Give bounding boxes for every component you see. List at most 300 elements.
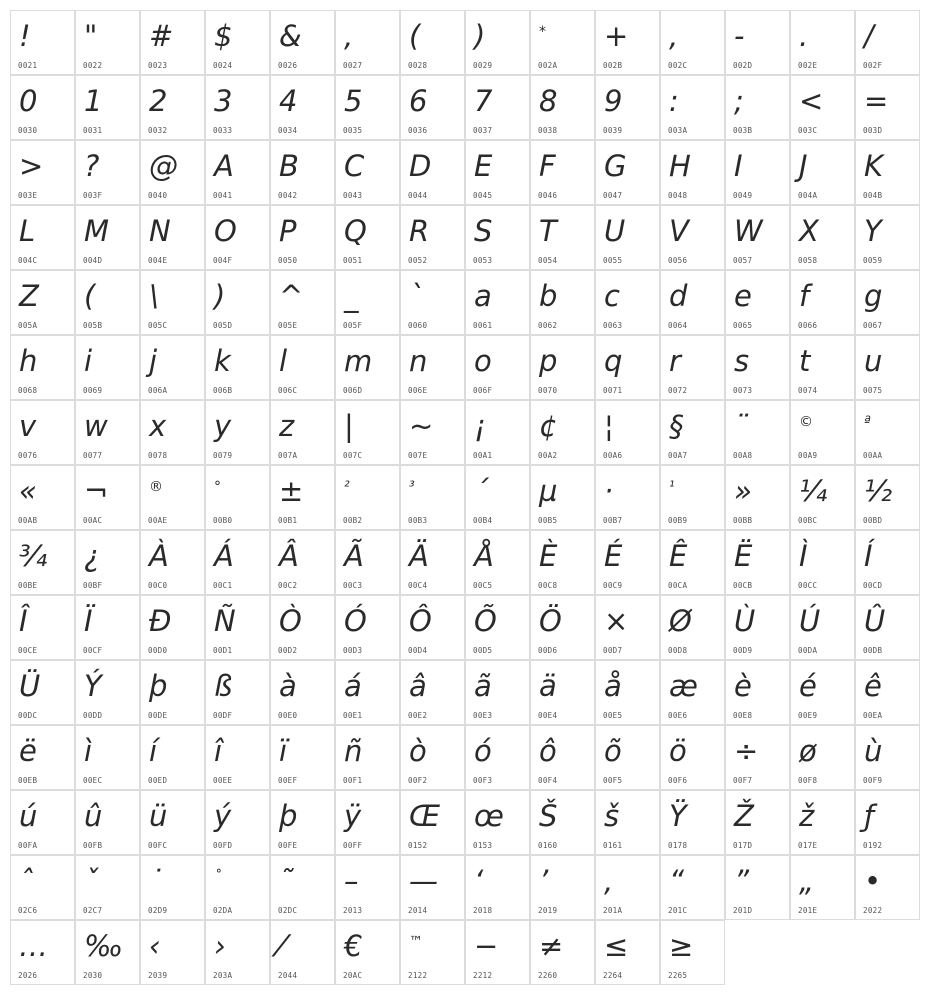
glyph-char: é	[799, 669, 816, 703]
glyph-code: 00B3	[408, 516, 428, 525]
glyph-cell	[75, 75, 140, 140]
glyph-char: )	[214, 279, 225, 313]
glyph-cell	[465, 75, 530, 140]
glyph-code: 00FE	[278, 841, 298, 850]
glyph-code: 00BE	[18, 581, 38, 590]
glyph-code: 0160	[538, 841, 558, 850]
glyph-char: Y	[864, 214, 881, 248]
glyph-cell	[465, 920, 530, 985]
glyph-code: 006F	[473, 386, 493, 395]
glyph-code: 00ED	[148, 776, 168, 785]
glyph-cell	[595, 595, 660, 660]
glyph-code: 0192	[863, 841, 883, 850]
glyph-code: 0161	[603, 841, 623, 850]
glyph-cell	[725, 530, 790, 595]
glyph-code: 00E4	[538, 711, 558, 720]
glyph-cell	[660, 530, 725, 595]
glyph-code: 00C5	[473, 581, 493, 590]
glyph-code: 02D9	[148, 906, 168, 915]
glyph-char: ˆ	[19, 864, 33, 898]
glyph-code: 00F8	[798, 776, 818, 785]
glyph-code: 00EA	[863, 711, 883, 720]
glyph-code: 00F7	[733, 776, 753, 785]
glyph-char: ·	[604, 474, 613, 508]
glyph-cell	[855, 400, 920, 465]
glyph-cell	[530, 270, 595, 335]
glyph-code: 0042	[278, 191, 298, 200]
glyph-cell	[270, 335, 335, 400]
glyph-code: 00A1	[473, 451, 493, 460]
glyph-char: Ì	[799, 539, 807, 573]
glyph-code: 00DE	[148, 711, 168, 720]
glyph-char: 4	[279, 84, 297, 118]
glyph-char: ^	[279, 279, 303, 313]
glyph-char: ó	[474, 734, 491, 768]
glyph-char: °	[214, 479, 220, 495]
glyph-cell	[725, 335, 790, 400]
glyph-code: 0063	[603, 321, 623, 330]
glyph-char: k	[214, 344, 230, 378]
glyph-cell	[400, 205, 465, 270]
glyph-char: ž	[799, 799, 814, 833]
glyph-code: 0040	[148, 191, 168, 200]
glyph-code: 004F	[213, 256, 233, 265]
glyph-char: ¹	[669, 479, 674, 495]
glyph-char: þ	[149, 669, 167, 703]
glyph-char: c	[604, 279, 619, 313]
glyph-cell	[75, 595, 140, 660]
glyph-char: ¢	[539, 409, 557, 443]
glyph-code: 00A2	[538, 451, 558, 460]
glyph-code: 00F2	[408, 776, 428, 785]
glyph-char: ,	[669, 19, 678, 53]
glyph-char: Ð	[149, 604, 171, 638]
glyph-code: 00FF	[343, 841, 363, 850]
glyph-cell	[335, 920, 400, 985]
glyph-code: 0046	[538, 191, 558, 200]
glyph-cell	[790, 140, 855, 205]
glyph-code: 00C4	[408, 581, 428, 590]
glyph-cell	[465, 530, 530, 595]
glyph-code: 0035	[343, 126, 363, 135]
glyph-char: ;	[734, 84, 743, 118]
glyph-code: 006D	[343, 386, 363, 395]
glyph-code: 0069	[83, 386, 103, 395]
glyph-cell	[335, 270, 400, 335]
glyph-char: ?	[84, 149, 99, 183]
glyph-code: 005B	[83, 321, 103, 330]
glyph-code: 002C	[668, 61, 688, 70]
glyph-cell	[75, 465, 140, 530]
glyph-code: 0075	[863, 386, 883, 395]
glyph-code: 00AA	[863, 451, 883, 460]
glyph-code: 0055	[603, 256, 623, 265]
glyph-char: \	[149, 279, 158, 313]
glyph-char: y	[214, 409, 231, 443]
glyph-code: 0024	[213, 61, 233, 70]
glyph-char: §	[669, 409, 683, 443]
glyph-cell	[205, 140, 270, 205]
glyph-char: ì	[84, 734, 92, 768]
glyph-char: Ý	[84, 669, 101, 703]
glyph-cell	[530, 10, 595, 75]
glyph-char: A	[214, 149, 233, 183]
glyph-code: 00DF	[213, 711, 233, 720]
glyph-cell	[10, 855, 75, 920]
glyph-cell	[205, 465, 270, 530]
glyph-code: 00E6	[668, 711, 688, 720]
glyph-char: í	[149, 734, 157, 768]
glyph-code: 0038	[538, 126, 558, 135]
glyph-code: 00D4	[408, 646, 428, 655]
glyph-cell	[270, 400, 335, 465]
glyph-code: 0071	[603, 386, 623, 395]
glyph-code: 0036	[408, 126, 428, 135]
glyph-code: 0066	[798, 321, 818, 330]
glyph-cell	[140, 335, 205, 400]
glyph-char: )	[474, 19, 485, 53]
glyph-cell	[10, 920, 75, 985]
glyph-char: ⁄	[279, 929, 283, 963]
glyph-code: 201E	[798, 906, 818, 915]
glyph-cell	[10, 335, 75, 400]
glyph-cell	[855, 270, 920, 335]
glyph-cell	[400, 270, 465, 335]
glyph-code: 017D	[733, 841, 753, 850]
glyph-cell	[530, 530, 595, 595]
glyph-cell	[10, 725, 75, 790]
glyph-char: 8	[539, 84, 557, 118]
glyph-char: œ	[474, 799, 503, 833]
glyph-code: 00A9	[798, 451, 818, 460]
glyph-cell	[400, 530, 465, 595]
glyph-cell	[790, 205, 855, 270]
glyph-code: 2018	[473, 906, 493, 915]
glyph-cell	[530, 335, 595, 400]
glyph-cell	[400, 790, 465, 855]
glyph-cell	[205, 855, 270, 920]
glyph-cell	[335, 205, 400, 270]
glyph-cell	[595, 400, 660, 465]
glyph-char: ˇ	[84, 864, 98, 898]
glyph-cell	[10, 270, 75, 335]
glyph-cell	[335, 140, 400, 205]
glyph-cell	[400, 140, 465, 205]
glyph-code: 00C1	[213, 581, 233, 590]
glyph-char: $	[214, 19, 232, 53]
glyph-cell	[725, 400, 790, 465]
glyph-char: S	[474, 214, 492, 248]
glyph-char: ,	[344, 19, 353, 53]
glyph-char: d	[669, 279, 687, 313]
glyph-cell	[855, 725, 920, 790]
glyph-char: &	[279, 19, 301, 53]
glyph-cell	[660, 140, 725, 205]
glyph-char: |	[344, 409, 353, 443]
glyph-char: !	[19, 19, 30, 53]
glyph-code: 00D1	[213, 646, 233, 655]
glyph-code: 00B0	[213, 516, 233, 525]
glyph-code: 00EB	[18, 776, 38, 785]
glyph-code: 2260	[538, 971, 558, 980]
glyph-cell	[335, 660, 400, 725]
glyph-char: à	[279, 669, 296, 703]
glyph-char: H	[669, 149, 690, 183]
glyph-cell	[10, 205, 75, 270]
glyph-cell	[400, 920, 465, 985]
glyph-char: ª	[864, 414, 870, 430]
glyph-code: 02DC	[278, 906, 298, 915]
glyph-code: 00C8	[538, 581, 558, 590]
glyph-code: 0023	[148, 61, 168, 70]
glyph-char: ˚	[214, 869, 220, 885]
glyph-code: 0073	[733, 386, 753, 395]
glyph-code: 0026	[278, 61, 298, 70]
glyph-cell	[140, 855, 205, 920]
glyph-code: 00D7	[603, 646, 623, 655]
glyph-code: 00C9	[603, 581, 623, 590]
glyph-code: 00AC	[83, 516, 103, 525]
glyph-code: 004B	[863, 191, 883, 200]
glyph-cell	[140, 790, 205, 855]
glyph-char: Ù	[734, 604, 755, 638]
glyph-cell	[855, 140, 920, 205]
glyph-cell	[10, 140, 75, 205]
glyph-char: Ø	[669, 604, 691, 638]
glyph-code: 00AE	[148, 516, 168, 525]
glyph-char: 0	[19, 84, 37, 118]
glyph-code: 0021	[18, 61, 38, 70]
glyph-char: 1	[84, 84, 102, 118]
glyph-code: 0153	[473, 841, 493, 850]
glyph-char: š	[604, 799, 619, 833]
glyph-code: 005D	[213, 321, 233, 330]
glyph-code: 00D8	[668, 646, 688, 655]
glyph-char: «	[19, 474, 36, 508]
glyph-code: 003F	[83, 191, 103, 200]
glyph-code: 00F3	[473, 776, 493, 785]
glyph-char: C	[344, 149, 364, 183]
glyph-cell	[10, 595, 75, 660]
glyph-char: ‚	[604, 864, 613, 898]
glyph-code: 006E	[408, 386, 428, 395]
glyph-code: 00D9	[733, 646, 753, 655]
glyph-char: Ÿ	[669, 799, 686, 833]
glyph-code: 00A7	[668, 451, 688, 460]
glyph-cell	[855, 205, 920, 270]
glyph-cell	[10, 660, 75, 725]
glyph-cell	[595, 140, 660, 205]
glyph-cell	[140, 660, 205, 725]
glyph-code: 0047	[603, 191, 623, 200]
glyph-char: J	[799, 149, 807, 183]
glyph-code: 0050	[278, 256, 298, 265]
glyph-cell	[790, 660, 855, 725]
glyph-char: ô	[539, 734, 556, 768]
glyph-cell	[10, 530, 75, 595]
glyph-char: ¡	[474, 409, 485, 443]
glyph-code: 0058	[798, 256, 818, 265]
glyph-cell	[660, 595, 725, 660]
glyph-char: å	[604, 669, 621, 703]
glyph-char: 3	[214, 84, 232, 118]
glyph-code: 2039	[148, 971, 168, 980]
glyph-cell	[270, 855, 335, 920]
glyph-cell	[465, 10, 530, 75]
glyph-cell	[400, 335, 465, 400]
glyph-code: 2122	[408, 971, 428, 980]
glyph-cell	[205, 725, 270, 790]
glyph-char: ®	[149, 479, 162, 495]
glyph-code: 004C	[18, 256, 38, 265]
glyph-cell	[10, 10, 75, 75]
glyph-cell	[855, 75, 920, 140]
glyph-cell	[725, 75, 790, 140]
glyph-char: ÿ	[344, 799, 361, 833]
glyph-cell	[855, 335, 920, 400]
glyph-char: r	[669, 344, 680, 378]
glyph-char: j	[149, 344, 157, 378]
glyph-code: 00FC	[148, 841, 168, 850]
glyph-char: R	[409, 214, 429, 248]
glyph-code: 0079	[213, 451, 233, 460]
glyph-code: 00AB	[18, 516, 38, 525]
glyph-code: 00A6	[603, 451, 623, 460]
glyph-char: Ï	[84, 604, 92, 638]
glyph-char: :	[669, 84, 678, 118]
glyph-char: @	[149, 149, 177, 183]
glyph-cell	[140, 75, 205, 140]
glyph-cell	[725, 660, 790, 725]
glyph-cell	[530, 855, 595, 920]
glyph-char: D	[409, 149, 431, 183]
glyph-char: Ž	[734, 799, 753, 833]
glyph-char: +	[604, 19, 628, 53]
glyph-char: Ö	[539, 604, 561, 638]
glyph-code: 00F9	[863, 776, 883, 785]
glyph-char: n	[409, 344, 427, 378]
glyph-cell	[270, 660, 335, 725]
glyph-code: 00DC	[18, 711, 38, 720]
glyph-code: 0152	[408, 841, 428, 850]
glyph-char: >	[19, 149, 43, 183]
glyph-cell	[725, 10, 790, 75]
glyph-cell	[790, 595, 855, 660]
glyph-cell	[595, 335, 660, 400]
glyph-char: Ã	[344, 539, 363, 573]
glyph-code: 0052	[408, 256, 428, 265]
glyph-char: ›	[214, 929, 225, 963]
glyph-char: Š	[539, 799, 557, 833]
glyph-cell	[660, 855, 725, 920]
glyph-code: 007E	[408, 451, 428, 460]
glyph-cell	[205, 335, 270, 400]
glyph-cell	[270, 140, 335, 205]
glyph-char: ²	[344, 479, 349, 495]
glyph-cell	[725, 855, 790, 920]
glyph-cell	[75, 855, 140, 920]
glyph-code: 02C6	[18, 906, 38, 915]
glyph-code: 0043	[343, 191, 363, 200]
glyph-code: 0077	[83, 451, 103, 460]
glyph-cell	[205, 595, 270, 660]
glyph-code: 00B2	[343, 516, 363, 525]
glyph-code: 0028	[408, 61, 428, 70]
glyph-code: 00CF	[83, 646, 103, 655]
glyph-char: ≤	[604, 929, 628, 963]
glyph-code: 003D	[863, 126, 883, 135]
glyph-char: ™	[409, 934, 422, 950]
glyph-cell	[465, 400, 530, 465]
glyph-code: 006B	[213, 386, 233, 395]
glyph-char: (	[84, 279, 95, 313]
glyph-char: a	[474, 279, 491, 313]
glyph-char: ±	[279, 474, 303, 508]
glyph-char: /	[864, 19, 873, 53]
glyph-code: 2030	[83, 971, 103, 980]
glyph-cell	[790, 10, 855, 75]
glyph-code: 004D	[83, 256, 103, 265]
glyph-char: G	[604, 149, 626, 183]
glyph-code: 00A8	[733, 451, 753, 460]
glyph-cell	[10, 75, 75, 140]
glyph-cell	[530, 465, 595, 530]
glyph-char: o	[474, 344, 491, 378]
glyph-cell	[660, 920, 725, 985]
glyph-char: t	[799, 344, 810, 378]
glyph-cell	[595, 660, 660, 725]
glyph-cell	[595, 920, 660, 985]
glyph-code: 0070	[538, 386, 558, 395]
glyph-char: ¬	[84, 474, 108, 508]
glyph-cell	[270, 790, 335, 855]
glyph-char: (	[409, 19, 420, 53]
glyph-char: Í	[864, 539, 872, 573]
glyph-code: 00BF	[83, 581, 103, 590]
glyph-char: M	[84, 214, 109, 248]
glyph-code: 004E	[148, 256, 168, 265]
glyph-char: u	[864, 344, 882, 378]
glyph-char: ×	[604, 604, 628, 638]
glyph-char: L	[19, 214, 35, 248]
glyph-char: =	[864, 84, 888, 118]
glyph-code: 00B4	[473, 516, 493, 525]
glyph-code: 0048	[668, 191, 688, 200]
glyph-code: 00E1	[343, 711, 363, 720]
glyph-code: 0062	[538, 321, 558, 330]
glyph-code: 002D	[733, 61, 753, 70]
glyph-code: 0054	[538, 256, 558, 265]
glyph-char: b	[539, 279, 557, 313]
glyph-cell	[335, 595, 400, 660]
glyph-code: 00E5	[603, 711, 623, 720]
glyph-code: 203A	[213, 971, 233, 980]
glyph-cell	[205, 10, 270, 75]
glyph-char: I	[734, 149, 742, 183]
glyph-char: ~	[409, 409, 433, 443]
glyph-cell	[790, 465, 855, 530]
glyph-code: 2044	[278, 971, 298, 980]
glyph-cell	[660, 205, 725, 270]
glyph-code: 00EF	[278, 776, 298, 785]
glyph-cell	[660, 335, 725, 400]
glyph-code: 00D6	[538, 646, 558, 655]
glyph-code: 00BC	[798, 516, 818, 525]
glyph-char: K	[864, 149, 883, 183]
glyph-cell	[335, 10, 400, 75]
glyph-code: 0034	[278, 126, 298, 135]
glyph-cell	[465, 465, 530, 530]
